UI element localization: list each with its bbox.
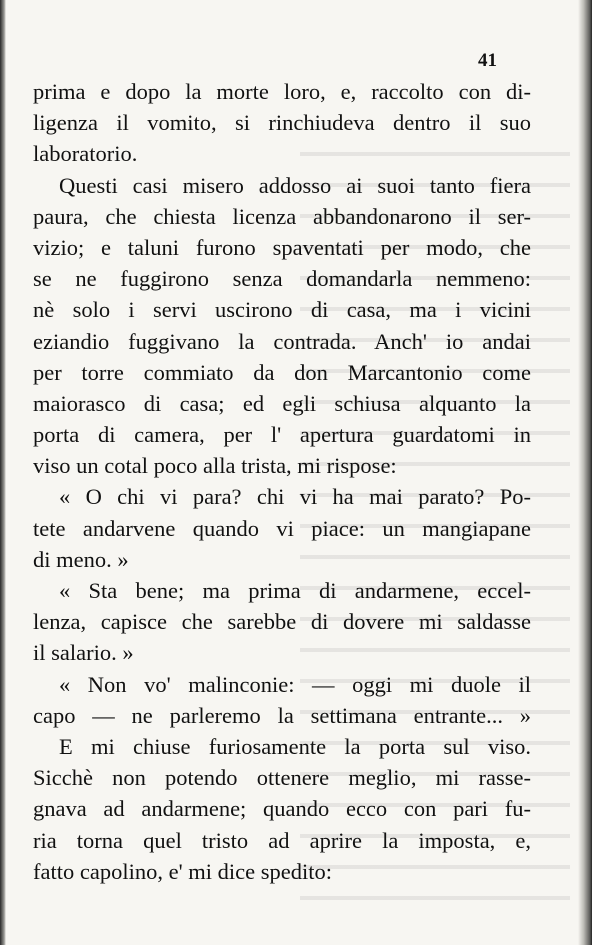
text-line: eziandio fuggivano la contrada. Anch' io andai — [33, 328, 531, 354]
text-line: se ne fuggirono senza domandarla nemmeno: — [33, 266, 531, 292]
text-line: maiorasco di casa; ed egli schiusa alquanto la — [33, 390, 531, 416]
page-binding-shadow — [0, 0, 6, 945]
text-line: E mi chiuse furiosamente la porta sul viso. — [59, 733, 531, 759]
text-line: laboratorio. — [33, 141, 138, 167]
text-line: lenza, capisce che sarebbe di dovere mi saldasse — [33, 609, 531, 635]
text-line: per torre commiato da don Marcantonio come — [33, 359, 531, 385]
text-line: paura, che chiesta licenza abbandonarono il ser- — [33, 203, 531, 229]
text-line: prima e dopo la morte loro, e, raccolto con di- — [33, 79, 531, 104]
body-text — [33, 76, 531, 887]
text-line: ria torna quel tristo ad aprire la imposta, e, — [33, 827, 531, 853]
text-line: di meno. » — [33, 546, 129, 572]
page-edge-shadow — [578, 0, 592, 945]
text-line: vizio; e taluni furono spaventati per modo, che — [33, 234, 531, 260]
page-number: 41 — [478, 50, 497, 71]
text-line: fatto capolino, e' mi dice spedito: — [33, 858, 332, 884]
text-line: Questi casi misero addosso ai suoi tanto fiera — [59, 172, 531, 198]
text-line: gnava ad andarmene; quando ecco con pari fu- — [33, 796, 531, 822]
text-line: Sicchè non potendo ottenere meglio, mi rasse- — [33, 765, 531, 791]
text-line: il salario. » — [33, 640, 134, 666]
text-line: « Sta bene; ma prima di andarmene, eccel- — [59, 578, 531, 603]
text-line: capo — ne parleremo la settimana entrante... » — [33, 702, 531, 728]
text-line: tete andarvene quando vi piace: un mangiapane — [33, 515, 531, 541]
text-line: « O chi vi para? chi vi ha mai parato? Po- — [59, 484, 531, 510]
text-line: porta di camera, per l' apertura guardatomi in — [33, 422, 531, 448]
text-line: nè solo i servi uscirono di casa, ma i vicini — [33, 297, 531, 323]
text-line: « Non vo' malinconie: — oggi mi duole il — [59, 671, 531, 697]
text-line: ligenza il vomito, si rinchiudeva dentro il suo — [33, 110, 531, 136]
text-line: viso un cotal poco alla trista, mi rispose: — [33, 453, 397, 479]
